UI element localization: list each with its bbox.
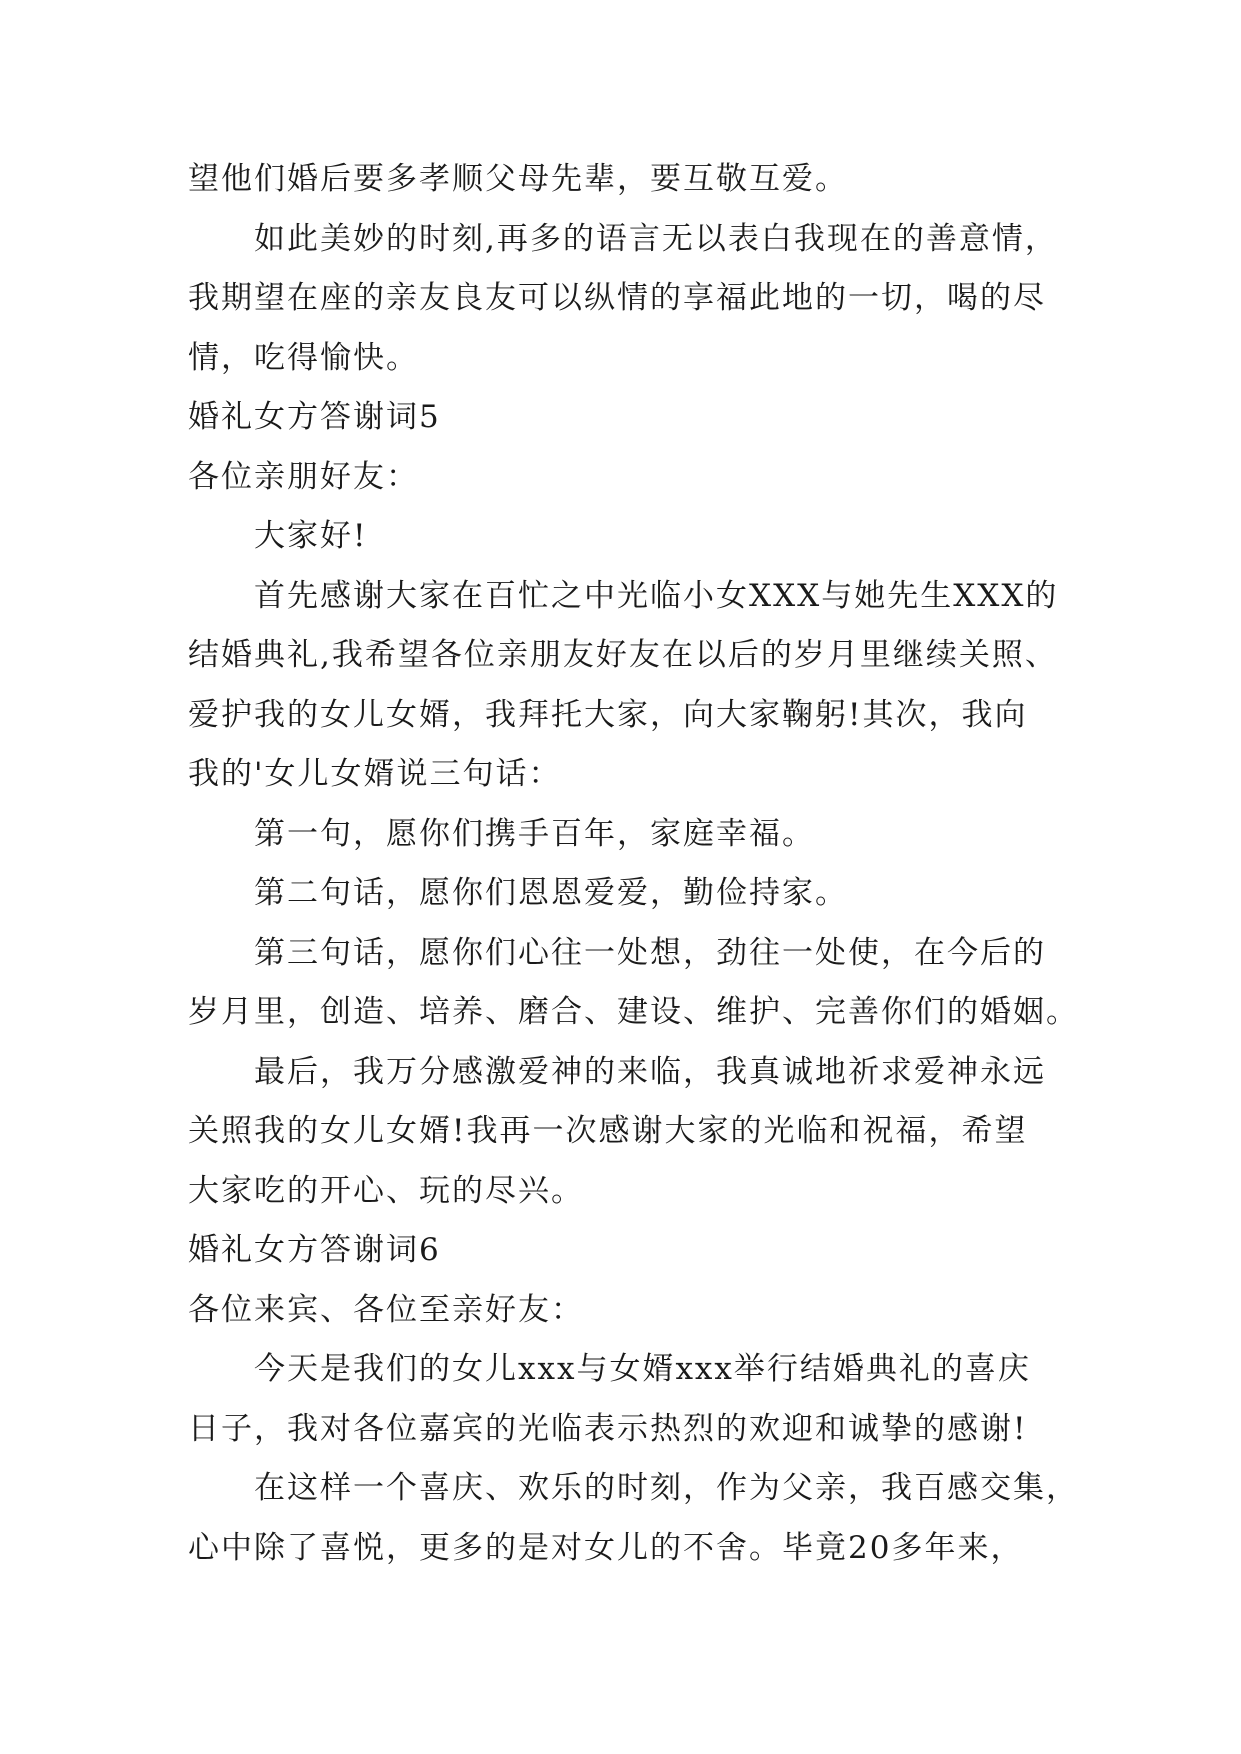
paragraph-line: 我的'女儿女婿说三句话： [188,756,562,792]
paragraph-line: 结婚典礼,我希望各位亲朋友好友在以后的岁月里继续关照、 [188,637,1058,673]
paragraph-line: 爱护我的女儿女婿，我拜托大家，向大家鞠躬!其次，我向 [188,696,1028,733]
paragraph-line: 心中除了喜悦，更多的是对女儿的不舍。毕竟20多年来， [188,1529,1024,1566]
paragraph-line: 第二句话，愿你们恩恩爱爱，勤俭持家。 [254,875,848,911]
paragraph-line: 在这样一个喜庆、欢乐的时刻，作为父亲，我百感交集， [254,1470,1079,1506]
paragraph-line: 岁月里，创造、培养、磨合、建设、维护、完善你们的婚姻。 [188,994,1079,1030]
section-heading: 婚礼女方答谢词5 [188,399,441,435]
paragraph-line: 今天是我们的女儿xxx与女婿xxx举行结婚典礼的喜庆 [254,1351,1031,1387]
paragraph-line: 日子，我对各位嘉宾的光临表示热烈的欢迎和诚挚的感谢! [188,1410,1028,1447]
paragraph-line: 如此美妙的时刻,再多的语言无以表白我现在的善意情， [254,220,1058,257]
paragraph-line: 情，吃得愉快。 [188,339,419,376]
paragraph-line: 关照我的女儿女婿!我再一次感谢大家的光临和祝福，希望 [188,1113,1028,1149]
section-heading: 婚礼女方答谢词6 [188,1232,441,1268]
paragraph-line: 首先感谢大家在百忙之中光临小女XXX与她先生XXX的 [254,577,1059,614]
paragraph-line: 最后，我万分感激爱神的来临，我真诚地祈求爱神永远 [254,1053,1046,1090]
paragraph-line: 望他们婚后要多孝顺父母先辈，要互敬互爱。 [188,161,848,197]
paragraph-line: 第一句，愿你们携手百年，家庭幸福。 [254,815,815,852]
paragraph-line: 我期望在座的亲友良友可以纵情的享福此地的一切，喝的尽 [188,280,1046,316]
paragraph-line: 第三句话，愿你们心往一处想，劲往一处使，在今后的 [254,934,1046,971]
salutation: 各位亲朋好友： [188,458,419,495]
paragraph-line: 大家吃的开心、玩的尽兴。 [188,1172,584,1209]
salutation: 各位来宾、各位至亲好友： [188,1291,584,1328]
paragraph-line: 大家好! [254,518,368,554]
document-body [188,150,1088,1578]
